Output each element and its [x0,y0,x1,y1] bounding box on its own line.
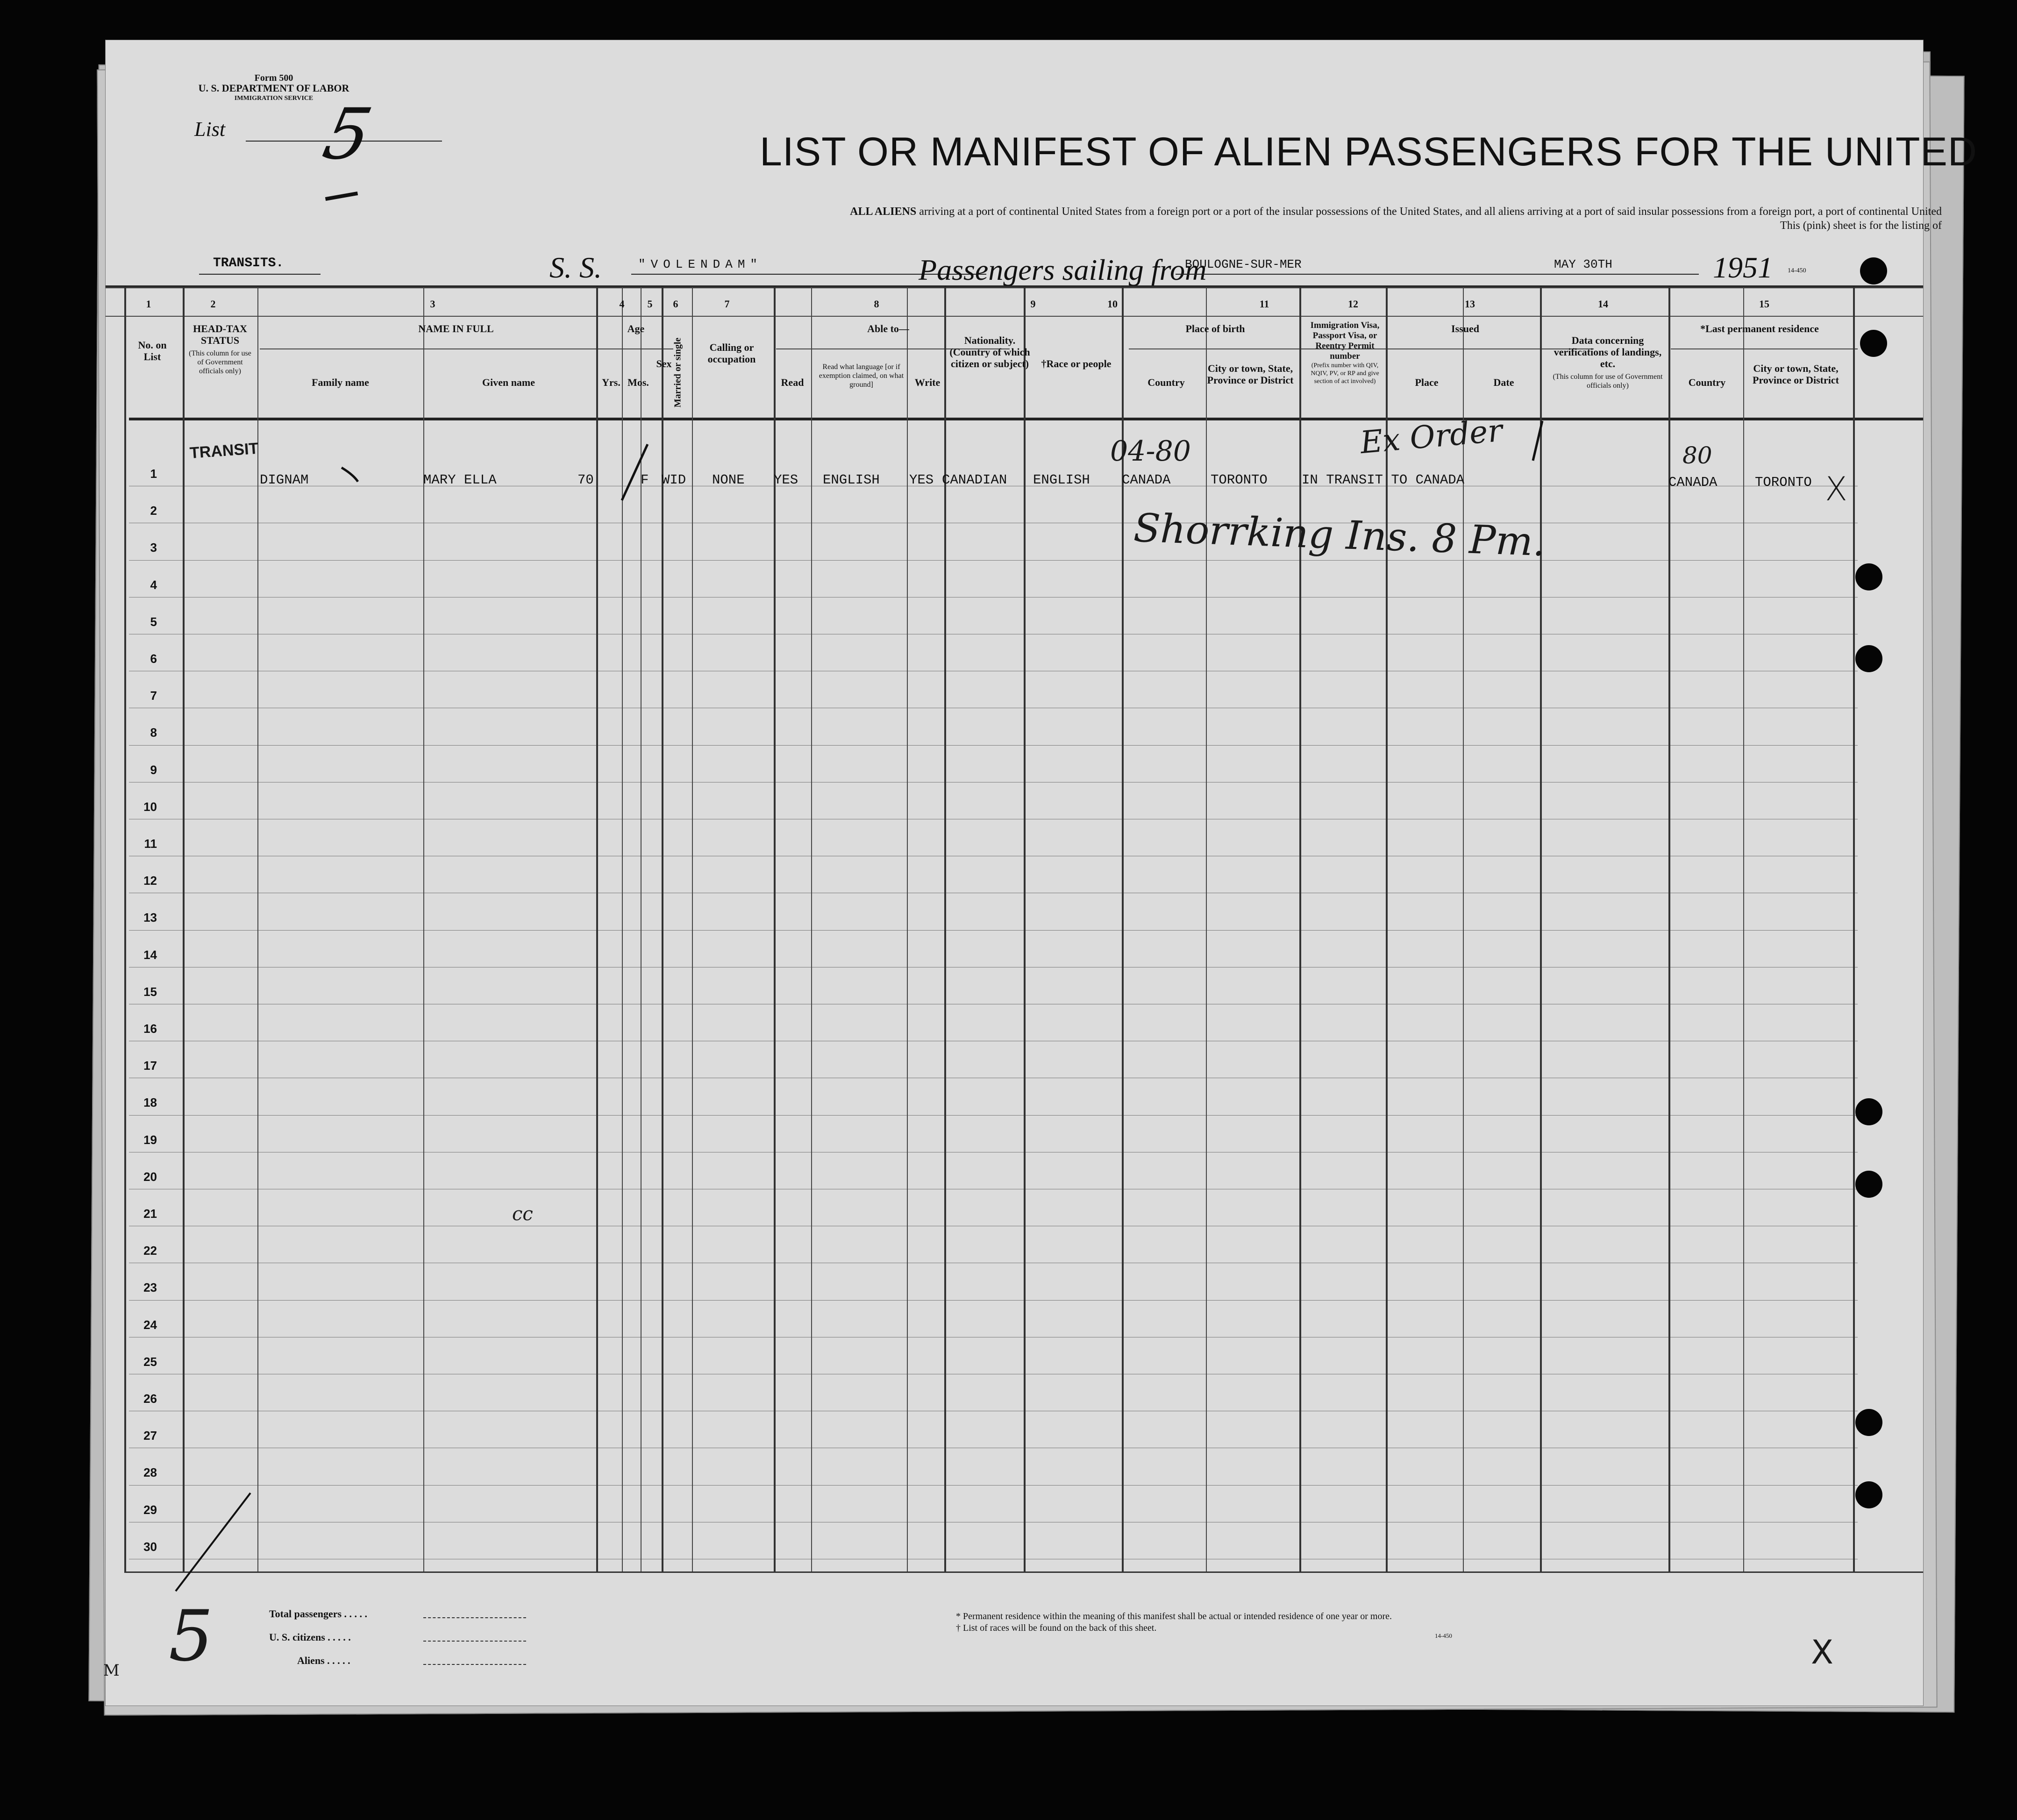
ss-label: S. S. [549,251,602,284]
header-mos: Mos. [627,377,649,388]
age-cell: 70 [577,472,594,488]
row-number: 30 [143,1539,157,1554]
row-number: 23 [143,1280,157,1295]
row-number: 24 [143,1317,157,1332]
transit-stamp: TRANSIT [189,439,259,462]
row-number: 21 [143,1207,157,1221]
row-number: 1 [150,467,157,481]
header-last-residence: *Last permanent residence [1700,323,1819,334]
read-cell: YES [774,472,798,488]
row-number: 26 [143,1392,157,1406]
header-head-tax-title: HEAD-TAX STATUS [193,323,247,346]
cc-mark: cc [512,1203,533,1225]
residence-code-annotation: 80 [1682,442,1712,469]
colnum-7: 7 [724,298,730,310]
header-read: Read [781,377,804,388]
row-number: 6 [150,652,157,666]
sailing-date: MAY 30TH [1554,257,1612,271]
visa-cell: IN TRANSIT TO CANADA [1302,472,1465,488]
row-number: 11 [144,837,157,851]
header-visa-note: (Prefix number with QIV, NQIV, PV, or RP and give section of act involved) [1311,362,1379,385]
res-country-cell: CANADA [1668,475,1718,490]
bottom-number-five: 5 [169,1596,214,1677]
footnote-residence: * Permanent residence within the meaning of this manifest shall be actual or intended residence of one year or more. [956,1611,1392,1621]
occupation-cell: NONE [712,472,745,488]
footer-total-line [423,1617,526,1618]
header-read-language: Read what language [or if exemption claimed, on what ground] [819,363,904,389]
colnum-14: 14 [1598,298,1608,310]
bottom-x-mark: X [1811,1633,1833,1671]
sex-cell: F [641,472,649,488]
given-name-cell: MARY ELLA [423,472,497,488]
row-number: 20 [143,1169,157,1184]
list-number: 5 [316,94,378,175]
colnum-9: 9 [1030,298,1036,310]
form-number: Form 500 [254,73,293,83]
manifest-page [103,40,1978,1706]
row-number: 10 [143,799,157,814]
birth-city-cell: TORONTO [1211,472,1268,488]
header-race: †Race or people [1041,358,1112,370]
colnum-6: 6 [673,298,678,310]
race-cell: ENGLISH [1033,472,1090,488]
res-city-cell: TORONTO [1755,475,1812,490]
header-able-to: Able to— [867,323,909,334]
header-yrs: Yrs. [602,377,620,388]
row-number: 18 [143,1095,157,1110]
punch-hole [1860,257,1887,284]
header-family-name: Family name [312,377,369,388]
punch-hole [1855,1409,1882,1436]
row-number: 12 [143,874,157,888]
check-x-mark: X [1825,470,1847,508]
colnum-15: 15 [1759,298,1769,310]
ship-name: "VOLENDAM" [638,257,763,271]
form-code-top: 14-450 [1788,267,1806,274]
language-cell: ENGLISH [823,472,880,488]
sailing-label: Passengers sailing from [919,253,1207,286]
punch-hole [1855,645,1882,672]
instructions-line1: arriving at a port of continental United States from a foreign port or a port of the insular possessions of the United States, and all aliens arriving at a port of said insular possessions from a foreign port, a port of continental United [919,206,1942,218]
header-sex: Sex [656,358,672,370]
header-age: Age [627,323,645,334]
header-birth-country: Country [1147,377,1185,388]
footer-citizens-line [423,1641,526,1642]
service-name: IMMIGRATION SERVICE [234,95,314,102]
colnum-13: 13 [1465,298,1475,310]
colnum-8: 8 [874,298,879,310]
header-visa-title: Immigration Visa, Passport Visa, or Reentry Permit number [1310,320,1380,361]
row-number: 15 [143,984,157,999]
punch-hole [1855,1481,1882,1508]
margin-mark: M [103,1661,120,1680]
footer-aliens-line [423,1664,526,1665]
check-stroke-exorder [1533,421,1542,461]
list-label: List [194,118,226,141]
header-verification-note: (This column for use of Government officials only) [1553,373,1663,390]
header-birth-city: City or town, State, Province or District [1207,363,1294,386]
row-number: 25 [143,1354,157,1369]
sailing-year: 1951 [1713,251,1773,284]
header-name-in-full: NAME IN FULL [418,323,494,334]
colnum-11: 11 [1259,298,1269,310]
footnote-races: † List of races will be found on the back of this sheet. [956,1623,1157,1633]
header-nationality: Nationality. (Country of which citizen or subject) [949,334,1030,370]
nationality-cell: CANADIAN [942,472,1007,488]
footer-citizens-label: U. S. citizens . . . . . [269,1631,351,1643]
footer-total-label: Total passengers . . . . . [269,1608,368,1620]
header-calling: Calling or occupation [707,341,756,365]
instructions-bold: ALL ALIENS [850,206,917,218]
write-cell: YES [909,472,934,488]
header-res-country: Country [1688,377,1726,388]
ex-order-annotation: Ex Order [1359,412,1504,461]
header-res-city: City or town, State, Province or District [1753,363,1839,386]
family-name-cell: DIGNAM [260,472,309,488]
check-stroke-age [622,444,648,500]
footer-form-code: 14-450 [1435,1632,1452,1639]
colnum-12: 12 [1348,298,1358,310]
row-number: 7 [150,689,157,703]
row-number: 28 [143,1465,157,1480]
birth-country-cell: CANADA [1122,472,1171,488]
row-number: 29 [143,1502,157,1517]
manifest-title: LIST OR MANIFEST OF ALIEN PASSENGERS FOR THE UNITED [760,129,1978,174]
header-no-on-list: No. on List [138,339,167,363]
row-number: 16 [143,1022,157,1036]
pen-strokes [106,40,1923,1706]
header-head-tax-note: (This column for use of Government officials only) [189,349,251,375]
check-stroke-family [342,468,358,482]
row-number: 4 [150,577,157,592]
longhand-annotation: Shorrking Ins. 8 Pm. [1133,505,1547,565]
departure-port: BOULOGNE-SUR-MER [1185,257,1302,271]
marital-status-cell: WID [662,472,686,488]
instructions-line2: This (pink) sheet is for the listing of [1780,220,1942,232]
row-number: 5 [150,614,157,629]
header-married: Married or single [672,337,683,408]
footer-aliens-label: Aliens . . . . . [297,1655,350,1666]
row-number: 19 [143,1132,157,1147]
colnum-4: 4 [619,298,625,310]
punch-hole [1860,330,1887,357]
bottom-slash-stroke [176,1493,250,1591]
birth-code-annotation: 04-80 [1110,435,1191,468]
header-issued: Issued [1451,323,1479,334]
row-number: 27 [143,1429,157,1443]
header-place-of-birth: Place of birth [1185,323,1245,334]
row-number: 17 [143,1059,157,1073]
colnum-5: 5 [647,298,653,310]
header-verification-title: Data concerning verifications of landings, etc. [1554,334,1662,370]
colnum-3: 3 [430,298,435,310]
header-given-name: Given name [482,377,535,388]
row-number: 8 [150,725,157,740]
department-name: U. S. DEPARTMENT OF LABOR [198,82,349,94]
row-number: 13 [143,910,157,925]
row-number: 9 [150,762,157,777]
row-number: 14 [143,947,157,962]
colnum-10: 10 [1107,298,1118,310]
punch-hole [1855,563,1882,590]
row-number: 3 [150,540,157,555]
colnum-2: 2 [210,298,216,310]
row-number: 22 [143,1244,157,1258]
row-number: 2 [150,504,157,518]
punch-hole [1855,1098,1882,1125]
punch-hole [1855,1171,1882,1198]
header-issued-place: Place [1415,377,1439,388]
header-issued-date: Date [1493,377,1514,388]
transits-label: TRANSITS. [213,256,284,270]
colnum-1: 1 [146,298,151,310]
header-write: Write [914,377,941,388]
